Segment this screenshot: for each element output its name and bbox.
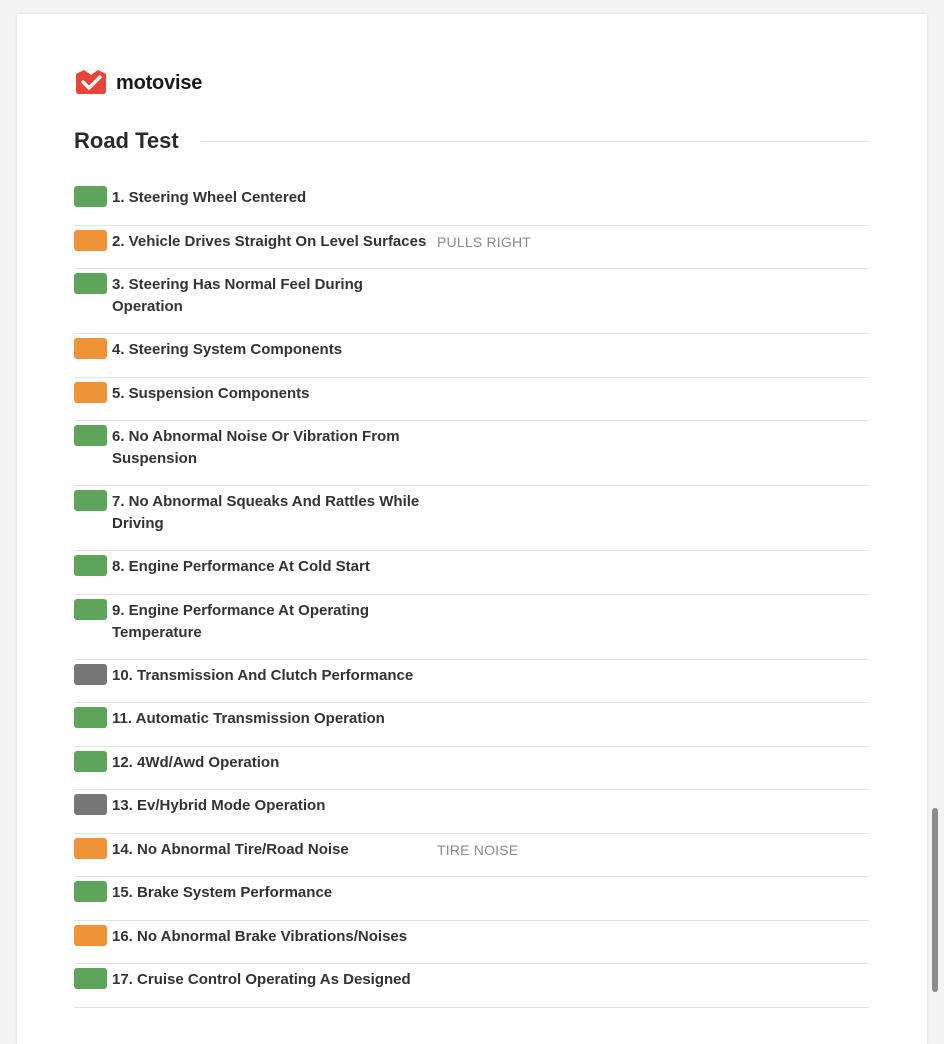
status-indicator	[74, 707, 107, 728]
inspection-item	[74, 964, 869, 1008]
brand-name: motovise	[116, 71, 203, 94]
status-indicator	[74, 490, 107, 511]
status-indicator	[74, 881, 107, 902]
status-indicator	[74, 794, 107, 815]
inspection-item-label: 5. Suspension Components	[112, 384, 310, 402]
inspection-item-label: 12. 4Wd/Awd Operation	[112, 753, 280, 771]
status-indicator	[74, 338, 107, 359]
inspection-item	[74, 790, 869, 834]
inspection-item-label: 9. Engine Performance At Operating Temperature	[112, 601, 369, 641]
inspection-item-label: 3. Steering Has Normal Feel During Operation	[112, 276, 363, 315]
inspection-item	[74, 226, 869, 270]
inspection-item	[74, 703, 869, 747]
status-indicator	[74, 186, 107, 207]
status-indicator	[74, 751, 107, 772]
status-indicator	[74, 273, 107, 294]
inspection-item-label: 13. Ev/Hybrid Mode Operation	[112, 797, 326, 814]
inspection-item	[74, 834, 869, 878]
inspection-item-label: 15. Brake System Performance	[112, 884, 333, 901]
inspection-item	[74, 182, 869, 226]
scrollbar-thumb[interactable]	[932, 808, 938, 992]
inspection-item-label: 2. Vehicle Drives Straight On Level Surfaces	[112, 232, 427, 250]
inspection-item	[74, 486, 869, 551]
inspection-item-label: 16. No Abnormal Brake Vibrations/Noises	[112, 927, 408, 945]
inspection-item	[74, 747, 869, 791]
status-indicator	[74, 838, 107, 859]
status-indicator	[74, 555, 107, 576]
inspection-item	[74, 334, 869, 378]
inspection-item-list	[74, 182, 869, 1008]
status-indicator	[74, 664, 107, 685]
inspection-item-label: 4. Steering System Components	[112, 341, 343, 358]
inspection-item	[74, 595, 869, 660]
brand-logo	[74, 70, 202, 96]
status-indicator	[74, 968, 107, 989]
inspection-item-label: 17. Cruise Control Operating As Designed	[112, 971, 411, 988]
inspection-item-label: 14. No Abnormal Tire/Road Noise	[112, 840, 349, 858]
status-indicator	[74, 425, 107, 446]
inspection-item-note: PULLS RIGHT	[437, 233, 531, 250]
motovise-logo-icon	[74, 70, 108, 96]
inspection-item	[74, 269, 869, 334]
section-title: Road Test	[74, 128, 179, 153]
inspection-item	[74, 378, 869, 422]
status-indicator	[74, 925, 107, 946]
inspection-item-note: TIRE NOISE	[437, 841, 519, 858]
inspection-item-label: 6. No Abnormal Noise Or Vibration From Suspension	[112, 428, 400, 467]
inspection-item-label: 10. Transmission And Clutch Performance	[112, 666, 414, 684]
section-header	[74, 128, 869, 154]
status-indicator	[74, 599, 107, 620]
inspection-item	[74, 921, 869, 965]
inspection-item	[74, 421, 869, 486]
inspection-item	[74, 551, 869, 595]
inspection-item-label: 11. Automatic Transmission Operation	[112, 710, 385, 727]
status-indicator	[74, 230, 107, 251]
report-card	[17, 14, 927, 1044]
section-divider	[201, 141, 869, 142]
inspection-item-label: 7. No Abnormal Squeaks And Rattles While Driving	[112, 493, 420, 532]
inspection-item-label: 1. Steering Wheel Centered	[112, 189, 307, 206]
inspection-item-label: 8. Engine Performance At Cold Start	[112, 558, 370, 575]
inspection-item	[74, 660, 869, 704]
inspection-item	[74, 877, 869, 921]
status-indicator	[74, 382, 107, 403]
